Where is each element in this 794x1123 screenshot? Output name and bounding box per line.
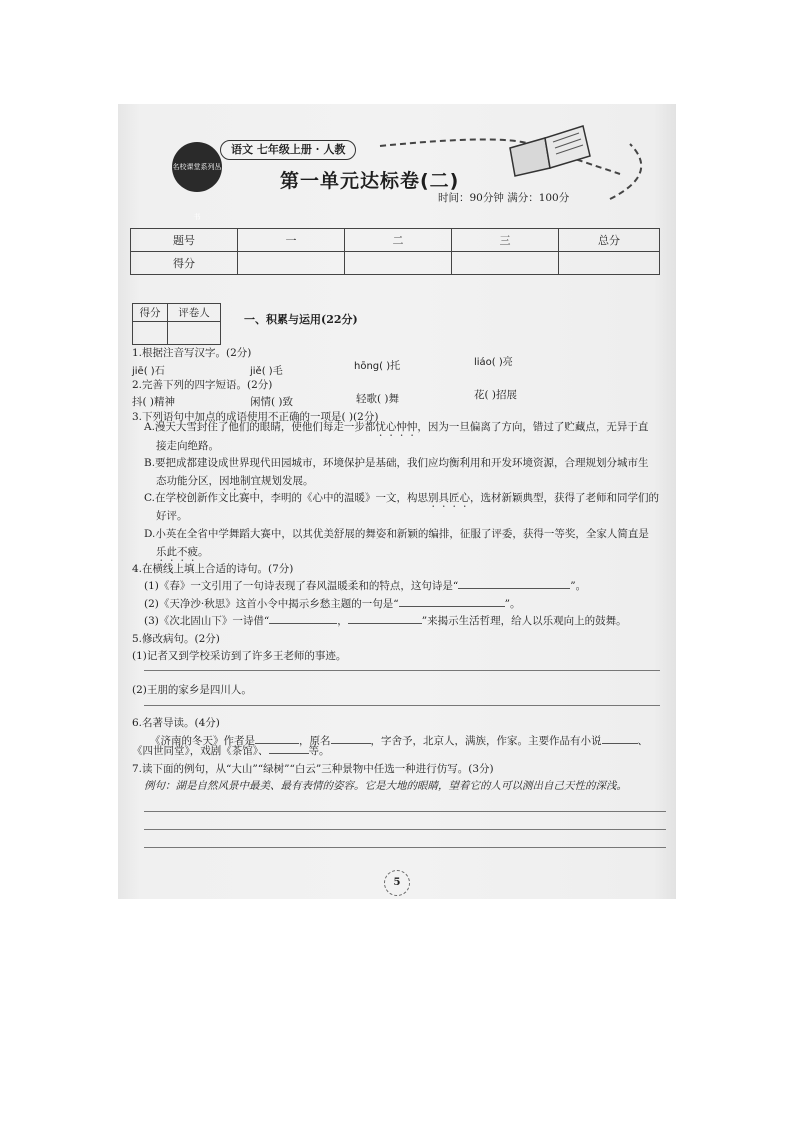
score-table: [130, 228, 660, 275]
open-book-icon: [505, 118, 595, 178]
q1-b: jiě( )毛: [250, 366, 283, 377]
q3-option-c: C.在学校创新作文比赛中，李明的《心中的温暖》一文，构思别具匠心，选材新颖典型，获得了老师和同学们的: [144, 492, 659, 504]
q6-title: 6.名著导读。(4分): [132, 717, 220, 729]
q1-c: hōng( )托: [354, 361, 401, 372]
q3-option-c-cont: 好评。: [156, 510, 188, 522]
answer-blank[interactable]: [348, 612, 422, 624]
answer-blank[interactable]: [602, 732, 638, 744]
q4-title: 4.在横线上填上合适的诗句。(7分): [132, 563, 294, 575]
answer-line[interactable]: [144, 847, 666, 848]
q4-line-2: (2)《天净沙·秋思》这首小令中揭示乡愁主题的一句是“ ”。: [144, 595, 520, 613]
q1-a: jiē( )石: [132, 366, 165, 377]
q3-option-a-cont: 接走向绝路。: [156, 440, 219, 452]
score-cell[interactable]: [559, 252, 660, 275]
answer-blank[interactable]: [458, 577, 570, 589]
q5-sentence-2: (2)王朋的家乡是四川人。: [132, 684, 252, 696]
q3-option-d: D.小英在全省中学舞蹈大赛中，以其优美舒展的舞姿和新颖的编排，征服了评委，获得一等奖，全家人简直是: [144, 528, 649, 540]
q6-line-1: 《济南的冬天》作者是 ，原名 ，字舍予，北京人，满族，作家。主要作品有小说 、: [150, 732, 648, 750]
grader-box: [132, 303, 221, 345]
subject-pill: 语文 七年级上册 · 人教: [220, 140, 356, 160]
answer-blank[interactable]: [399, 595, 505, 607]
q3-option-b: B.要把成都建设成世界现代田园城市，环境保护是基础，我们应均衡利用和开发环境资源，合理规划分城市生: [144, 457, 649, 469]
q2-a: 抖( )精神: [132, 396, 176, 408]
q2-d: 花( )招展: [474, 389, 518, 401]
q7-title: 7.读下面的例句，从“大山”“绿树”“白云”三种景物中任选一种进行仿写。(3分): [132, 763, 494, 775]
q5-sentence-1: (1)记者又到学校采访到了许多王老师的事迹。: [132, 650, 347, 662]
col-label: 总分: [559, 229, 660, 252]
q2-b: 闲情( )致: [250, 396, 294, 408]
q5-title: 5.修改病句。(2分): [132, 633, 220, 645]
q3-option-d-cont: 乐此不疲。: [156, 546, 209, 558]
col-label: 三: [452, 229, 559, 252]
answer-line[interactable]: [144, 705, 660, 706]
page-title: 第一单元达标卷(二): [280, 170, 460, 192]
q3-title: 3.下列语句中加点的成语使用不正确的一项是( )(2分): [132, 411, 379, 423]
section-heading: 一、积累与运用(22分): [244, 313, 358, 326]
score-cell[interactable]: [452, 252, 559, 275]
score-cell[interactable]: [345, 252, 452, 275]
q3-option-a: A.漫天大雪封住了他们的眼睛，使他们每走一步都忧心忡忡，因为一旦偏离了方向，错过了贮藏点，无异于直: [144, 421, 649, 433]
grader-score-label: 得分: [133, 304, 168, 322]
score-cell[interactable]: [238, 252, 345, 275]
col-label: 二: [345, 229, 452, 252]
q3-option-b-cont: 态功能分区，因地制宜规划发展。: [156, 475, 314, 487]
q7-example: 例句：湖是自然风景中最美、最有表情的姿容。它是大地的眼睛，望着它的人可以测出自己天性的深浅。: [144, 780, 627, 792]
row-label: 得分: [131, 252, 238, 275]
answer-line[interactable]: [144, 829, 666, 830]
q6-line-2: 《四世同堂》，戏剧《茶馆》、 等。: [132, 742, 330, 760]
grader-name-cell[interactable]: [168, 322, 221, 345]
series-logo: 名校课堂系列丛书: [172, 142, 222, 192]
page-number: 5: [384, 870, 410, 896]
answer-blank[interactable]: [269, 612, 337, 624]
q1-d: liáo( )亮: [474, 357, 513, 368]
answer-line[interactable]: [144, 811, 666, 812]
answer-blank[interactable]: [331, 732, 371, 744]
answer-blank[interactable]: [269, 742, 309, 754]
q4-line-1: (1)《春》一文引用了一句诗表现了春风温暖柔和的特点，这句诗是“ ”。: [144, 577, 586, 595]
col-label: 一: [238, 229, 345, 252]
grader-name-label: 评卷人: [168, 304, 221, 322]
col-label: 题号: [131, 229, 238, 252]
exam-meta: 时间：90分钟 满分：100分: [438, 192, 570, 204]
q2-title: 2.完善下列的四字短语。(2分): [132, 379, 273, 391]
grader-score-cell[interactable]: [133, 322, 168, 345]
q2-c: 轻歌( )舞: [356, 393, 400, 405]
q4-line-3: (3)《次北固山下》一诗借“ ， ”来揭示生活哲理，给人以乐观向上的鼓舞。: [144, 612, 627, 630]
q1-title: 1.根据注音写汉字。(2分): [132, 347, 252, 359]
answer-line[interactable]: [144, 670, 660, 671]
